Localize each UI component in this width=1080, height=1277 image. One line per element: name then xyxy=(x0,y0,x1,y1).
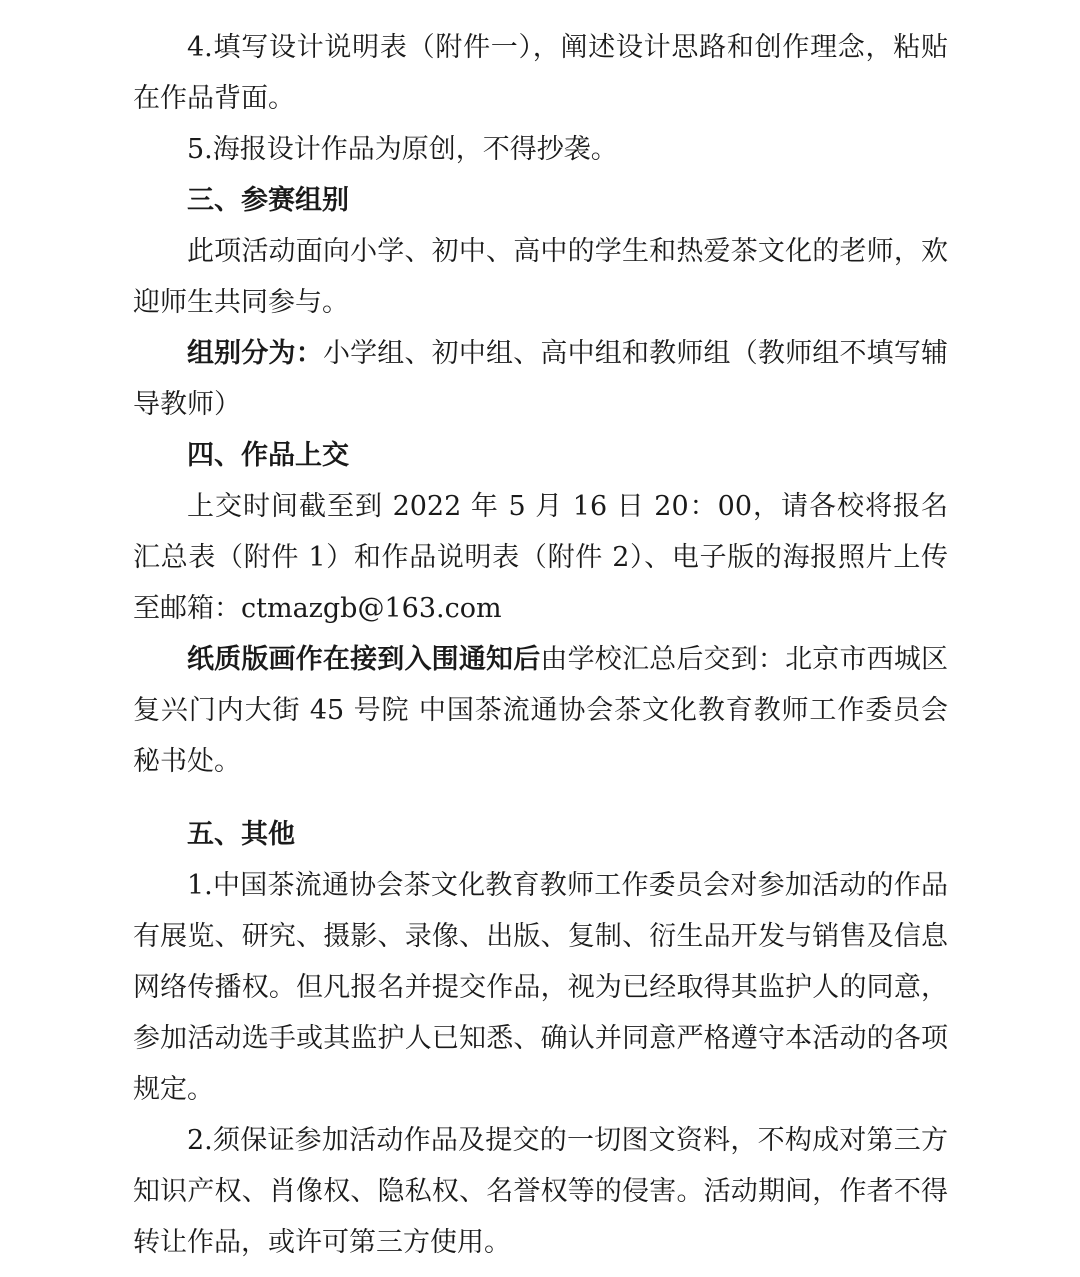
other-1-paragraph: 1.中国茶流通协会茶文化教育教师工作委员会对参加活动的作品有展览、研究、摄影、录像、出版、复制、衍生品开发与销售及信息网络传播权。但凡报名并提交作品，视为已经取得其监护人的同意，参加活动选手或其监护人已知悉、确认并同意严格遵守本活动的各项规定。 xyxy=(133,870,948,1105)
submit-paper-text: 由学校汇总后交到：北京市西城区复兴门内大街 45 号院 中国茶流通协会茶文化教育教师工作委员会秘书处。 xyxy=(133,644,949,777)
document-page xyxy=(133,22,948,1268)
submit-paper-lead: 纸质版画作在接到入围通知后 xyxy=(187,644,541,675)
section-heading-other: 五、其他 xyxy=(187,819,295,850)
submit-deadline-paragraph: 上交时间截至到 2022 年 5 月 16 日 20：00，请各校将报名汇总表（附件 1）和作品说明表（附件 2）、电子版的海报照片上传至邮箱：ctmazgb@163.com xyxy=(133,491,948,624)
section-heading-submission: 四、作品上交 xyxy=(187,440,349,471)
submit-paper-paragraph xyxy=(133,634,948,787)
item-4-paragraph: 4.填写设计说明表（附件一），阐述设计思路和创作理念，粘贴在作品背面。 xyxy=(133,32,948,114)
groups-list-paragraph xyxy=(133,328,948,430)
groups-list-text: 小学组、初中组、高中组和教师组（教师组不填写辅导教师） xyxy=(133,338,949,420)
groups-intro-paragraph: 此项活动面向小学、初中、高中的学生和热爱茶文化的老师，欢迎师生共同参与。 xyxy=(133,236,948,318)
section-heading-participation-groups: 三、参赛组别 xyxy=(187,185,349,216)
other-2-paragraph: 2.须保证参加活动作品及提交的一切图文资料，不构成对第三方知识产权、肖像权、隐私权、名誉权等的侵害。活动期间，作者不得转让作品，或许可第三方使用。 xyxy=(133,1125,948,1258)
groups-list-lead: 组别分为： xyxy=(187,338,323,369)
item-5-paragraph: 5.海报设计作品为原创，不得抄袭。 xyxy=(187,134,618,165)
